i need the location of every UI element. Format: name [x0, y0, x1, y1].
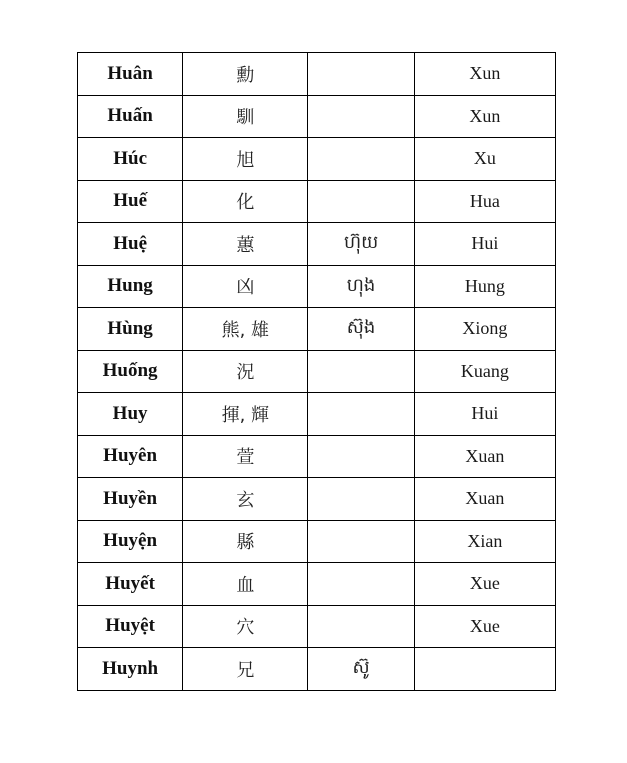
khmer-cell — [308, 95, 414, 138]
hanzi-cell: 揮, 輝 — [183, 393, 308, 436]
table-row — [78, 393, 556, 436]
vietnamese-cell: Huế — [78, 180, 183, 223]
khmer-cell — [308, 478, 414, 521]
vietnamese-cell: Hung — [78, 265, 183, 308]
hanzi-cell: 勳 — [183, 53, 308, 96]
hanzi-cell: 萱 — [183, 435, 308, 478]
hanzi-cell: 兄 — [183, 648, 308, 691]
vietnamese-cell: Huấn — [78, 95, 183, 138]
khmer-cell — [308, 180, 414, 223]
table-row — [78, 308, 556, 351]
table-row — [78, 350, 556, 393]
table-row — [78, 95, 556, 138]
hanzi-cell: 玄 — [183, 478, 308, 521]
pinyin-cell: Xun — [414, 53, 555, 96]
table-row — [78, 520, 556, 563]
vietnamese-cell: Huyết — [78, 563, 183, 606]
table-row — [78, 138, 556, 181]
hanzi-cell: 馴 — [183, 95, 308, 138]
pinyin-cell: Xuan — [414, 478, 555, 521]
hanzi-cell: 蕙 — [183, 223, 308, 266]
pinyin-cell: Xuan — [414, 435, 555, 478]
vietnamese-cell: Huyện — [78, 520, 183, 563]
pinyin-cell: Hui — [414, 393, 555, 436]
pinyin-cell: Xian — [414, 520, 555, 563]
vietnamese-cell: Huynh — [78, 648, 183, 691]
table-body — [78, 53, 556, 691]
vietnamese-cell: Huống — [78, 350, 183, 393]
khmer-cell — [308, 138, 414, 181]
khmer-cell — [308, 520, 414, 563]
table-row — [78, 478, 556, 521]
vietnamese-cell: Huân — [78, 53, 183, 96]
pinyin-cell: Xue — [414, 605, 555, 648]
khmer-cell — [308, 435, 414, 478]
pinyin-cell: Xue — [414, 563, 555, 606]
khmer-cell: ហ៊ុយ — [308, 223, 414, 266]
khmer-cell: ស៊ុង — [308, 308, 414, 351]
pinyin-cell: Hung — [414, 265, 555, 308]
hanzi-cell: 旭 — [183, 138, 308, 181]
khmer-cell — [308, 605, 414, 648]
khmer-cell: ហុង — [308, 265, 414, 308]
vietnamese-cell: Huyệt — [78, 605, 183, 648]
pinyin-cell: Xu — [414, 138, 555, 181]
hanzi-cell: 化 — [183, 180, 308, 223]
pinyin-cell: Hui — [414, 223, 555, 266]
khmer-cell — [308, 563, 414, 606]
vietnamese-cell: Huệ — [78, 223, 183, 266]
table-row — [78, 223, 556, 266]
hanzi-cell: 血 — [183, 563, 308, 606]
vietnamese-cell: Húc — [78, 138, 183, 181]
pinyin-cell: Xiong — [414, 308, 555, 351]
khmer-cell: ស៊ូ — [308, 648, 414, 691]
vietnamese-cell: Hùng — [78, 308, 183, 351]
pinyin-cell: Hua — [414, 180, 555, 223]
table-row — [78, 648, 556, 691]
pinyin-cell: Kuang — [414, 350, 555, 393]
hanzi-cell: 穴 — [183, 605, 308, 648]
khmer-cell — [308, 393, 414, 436]
table-row — [78, 265, 556, 308]
vietnamese-cell: Huyên — [78, 435, 183, 478]
pinyin-cell: Xun — [414, 95, 555, 138]
hanzi-cell: 況 — [183, 350, 308, 393]
pinyin-cell — [414, 648, 555, 691]
hanzi-cell: 縣 — [183, 520, 308, 563]
vietnamese-cell: Huy — [78, 393, 183, 436]
hanzi-cell: 熊, 雄 — [183, 308, 308, 351]
hanzi-cell: 凶 — [183, 265, 308, 308]
table-row — [78, 563, 556, 606]
table-row — [78, 53, 556, 96]
vietnamese-cell: Huyền — [78, 478, 183, 521]
name-table — [77, 52, 556, 691]
khmer-cell — [308, 53, 414, 96]
table-row — [78, 180, 556, 223]
table-row — [78, 605, 556, 648]
khmer-cell — [308, 350, 414, 393]
table-row — [78, 435, 556, 478]
